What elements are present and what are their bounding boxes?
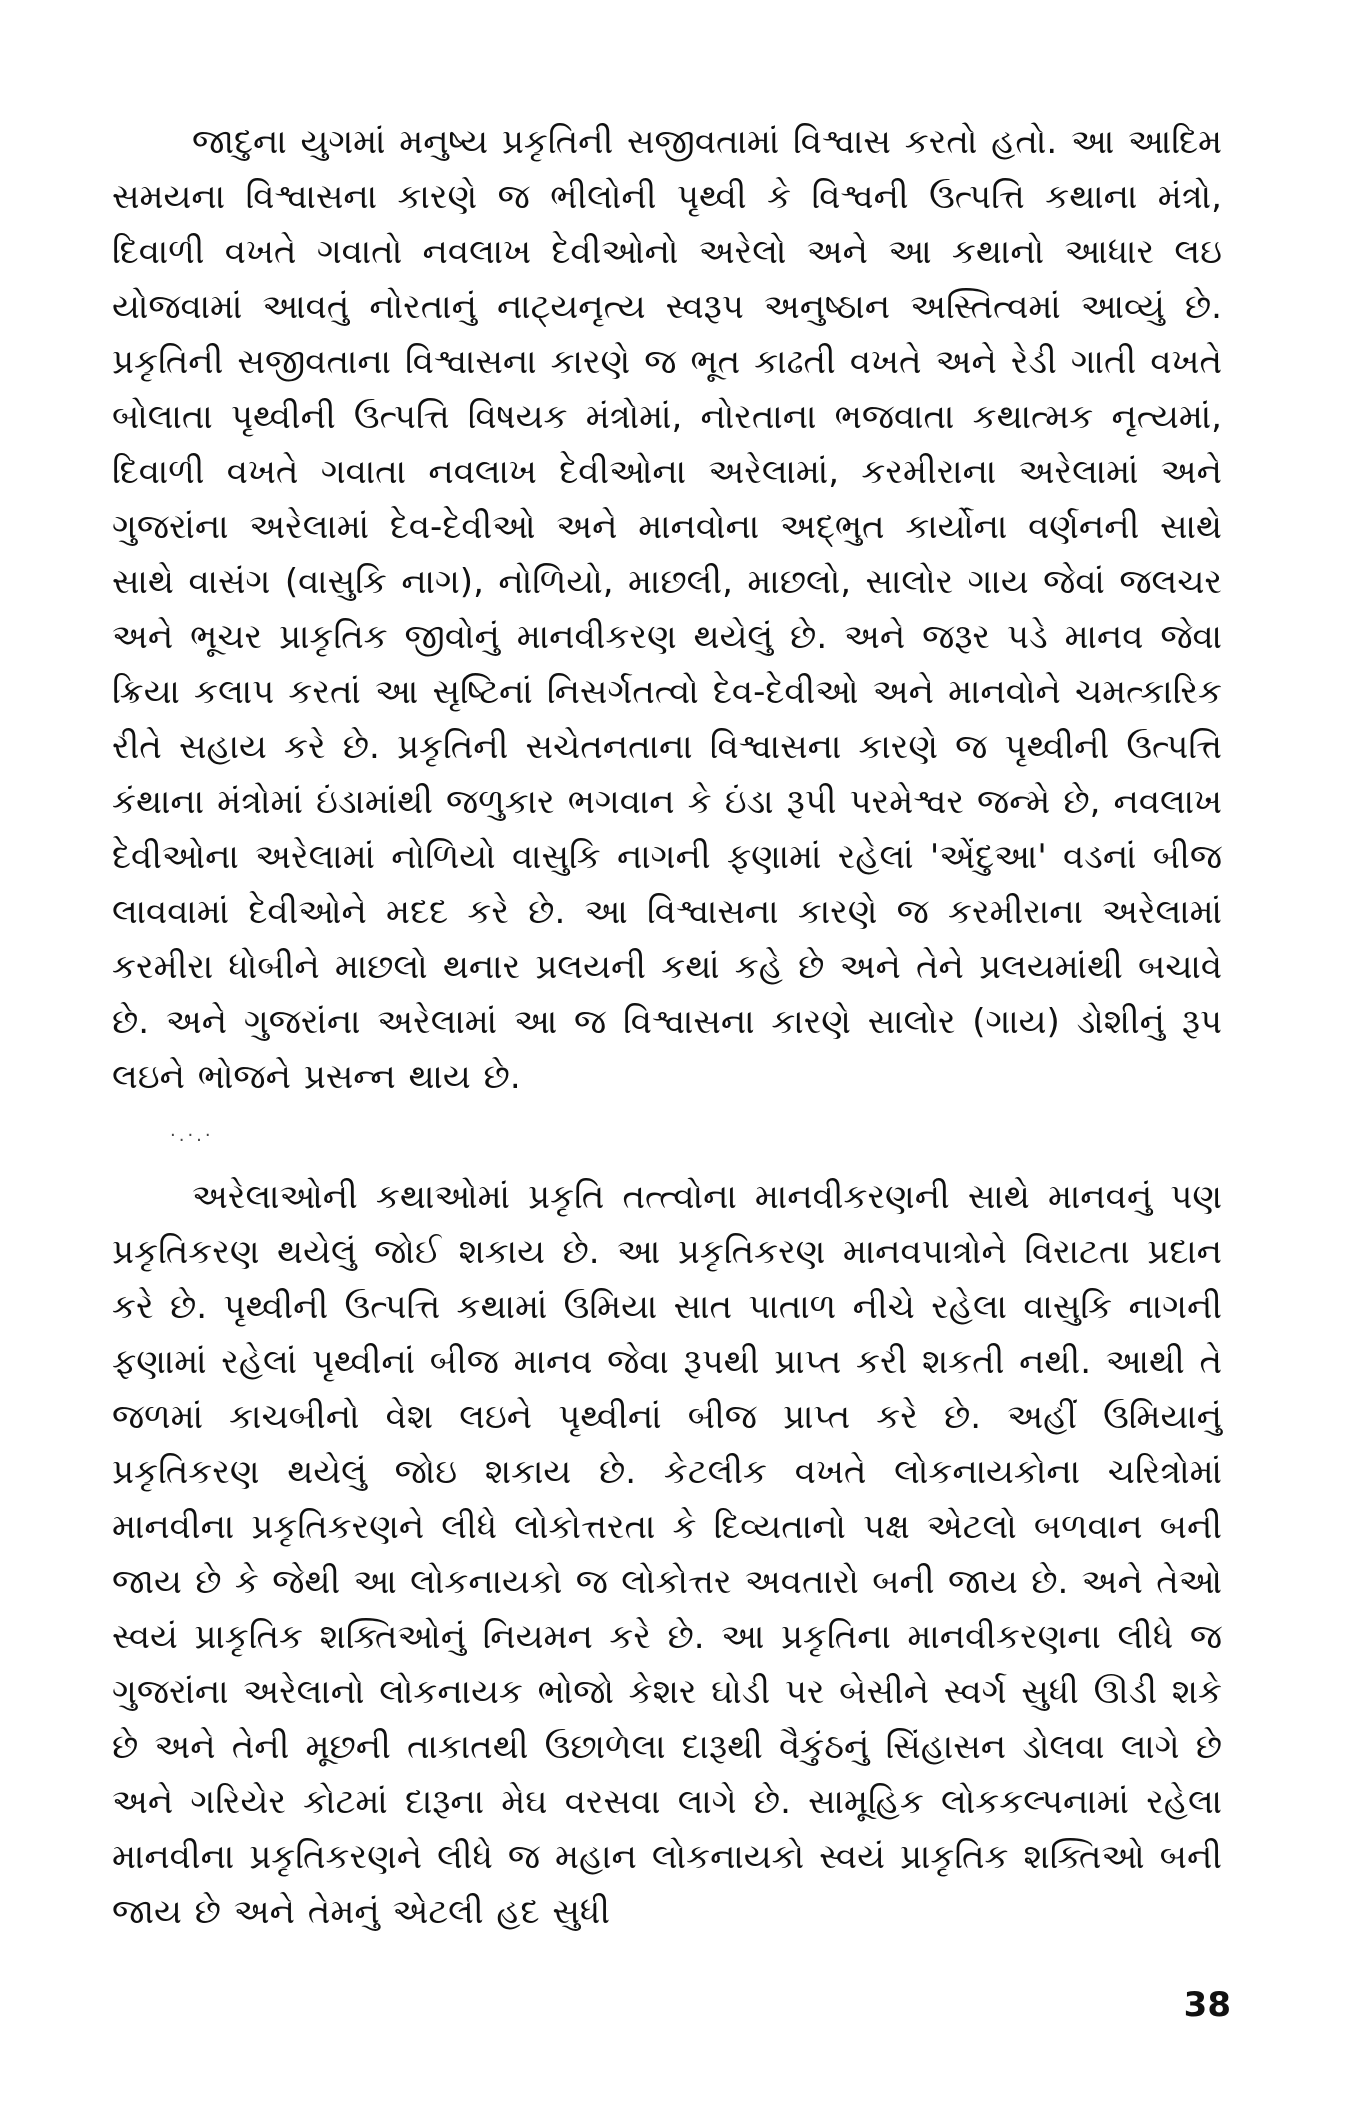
paragraph-2: અરેલાઓની કથાઓમાં પ્રકૃતિ તત્ત્વોના માનવીકરણની સાથે માનવનું પણ પ્રકૃતિકરણ થયેલું જોઈ શકાય છે. આ પ્રકૃતિકરણ માનવપાત્રોને વિરાટતા પ્રદાન કરે છે. પૃથ્વીની ઉત્પત્તિ કથામાં ઉમિયા સાત પાતાળ નીચે રહેલા વાસુકિ નાગની ફણામાં રહેલાં પૃથ્વીનાં બીજ માનવ જેવા રૂપથી પ્રાપ્ત કરી શકતી નથી. આથી તે જળમાં કાચબીનો વેશ લઇને પૃથ્વીનાં બીજ પ્રાપ્ત કરે છે. અહીં ઉમિયાનું પ્રકૃતિકરણ થયેલું જોઇ શકાય છે. કેટલીક વખતે લોકનાયકોના ચરિત્રોમાં માનવીના પ્રકૃતિકરણને લીધે લોકોત્તરતા કે દિવ્યતાનો પક્ષ એટલો બળવાન બની જાય છે કે જેથી આ લોકનાયકો જ લોકોત્તર અવતારો બની જાય છે. અને તેઓ સ્વયં પ્રાકૃતિક શક્તિઓનું નિયમન કરે છે. આ પ્રકૃતિના માનવીકરણના લીધે જ ગુજરાંના અરેલાનો લોકનાયક ભોજો કેશર ઘોડી પર બેસીને સ્વર્ગ સુધી ઊડી શકે છે અને તેની મૂછની તાકાતથી ઉછાળેલા દારૂથી વૈકુંઠનું સિંહાસન ડોલવા લાગે છે અને ગરિયેર કોટમાં દારૂના મેઘ વરસવા લાગે છે. સામૂહિક લોકકલ્પનામાં રહેલા માનવીના પ્રકૃતિકરણને લીધે જ મહાન લોકનાયકો સ્વયં પ્રાકૃતિક શક્તિઓ બની જાય છે અને તેમનું એટલી હદ સુધી bbox=[112, 1177, 1223, 1932]
print-speckle: ·.·.· bbox=[170, 1125, 214, 1146]
page-number: 38 bbox=[1183, 1985, 1231, 2025]
paragraph-1: જાદુના યુગમાં મનુષ્ય પ્રકૃતિની સજીવતામાં વિશ્વાસ કરતો હતો. આ આદિમ સમયના વિશ્વાસના કારણે જ ભીલોની પૃથ્વી કે વિશ્વની ઉત્પત્તિ કથાના મંત્રો, દિવાળી વખતે ગવાતો નવલાખ દેવીઓનો અરેલો અને આ કથાનો આધાર લઇ યોજવામાં આવતું નોરતાનું નાટ્યનૃત્ય સ્વરૂપ અનુષ્ઠાન અસ્તિત્વમાં આવ્યું છે. પ્રકૃતિની સજીવતાના વિશ્વાસના કારણે જ ભૂત કાઢતી વખતે અને રેડી ગાતી વખતે બોલાતા પૃથ્વીની ઉત્પત્તિ વિષયક મંત્રોમાં, નોરતાના ભજવાતા કથાત્મક નૃત્યમાં, દિવાળી વખતે ગવાતા નવલાખ દેવીઓના અરેલામાં, કરમીરાના અરેલામાં અને ગુજરાંના અરેલામાં દેવ-દેવીઓ અને માનવોના અદ્ભુત કાર્યોના વર્ણનની સાથે સાથે વાસંગ (વાસુકિ નાગ), નોળિયો, માછલી, માછલો, સાલોર ગાય જેવાં જલચર અને ભૂચર પ્રાકૃતિક જીવોનું માનવીકરણ થયેલું છે. અને જરૂર પડે માનવ જેવા ક્રિયા કલાપ કરતાં આ સૃષ્ટિનાં નિસર્ગતત્વો દેવ-દેવીઓ અને માનવોને ચમત્કારિક રીતે સહાય કરે છે. પ્રકૃતિની સચેતનતાના વિશ્વાસના કારણે જ પૃથ્વીની ઉત્પત્તિ કંથાના મંત્રોમાં ઇંડામાંથી જળુકાર ભગવાન કે ઇંડા રૂપી પરમેશ્વર જન્મે છે, નવલાખ દેવીઓના અરેલામાં નોળિયો વાસુકિ નાગની ફણામાં રહેલાં 'એંદુઆ' વડનાં બીજ લાવવામાં દેવીઓને મદદ કરે છે. આ વિશ્વાસના કારણે જ કરમીરાના અરેલામાં કરમીરા ધોબીને માછલો થનાર પ્રલયની કથાં કહે છે અને તેને પ્રલયમાંથી બચાવે છે. અને ગુજરાંના અરેલામાં આ જ વિશ્વાસના કારણે સાલોર (ગાય) ડોશીનું રૂપ લઇને ભોજને પ્રસન્ન થાય છે. bbox=[112, 122, 1222, 1097]
